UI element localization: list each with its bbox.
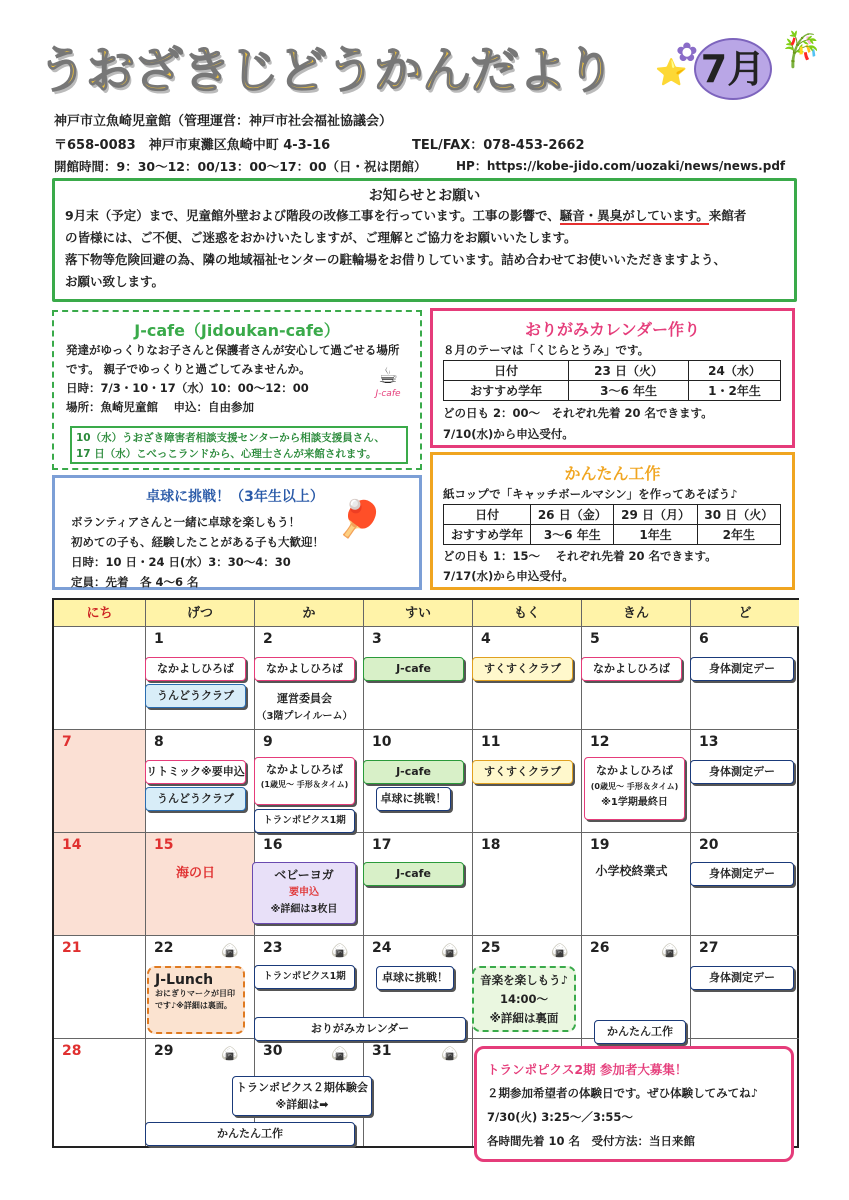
notice-line-2: の皆様には、ご不便、ご迷惑をおかけいたしますが、ご理解とご協力をお願いいたします。 xyxy=(65,230,577,245)
calendar-cell xyxy=(54,833,146,936)
event-text: 14:00～ xyxy=(499,992,549,1006)
jcafe-note-line: 10（水）うおざき障害者相談支援センターから相談支援員さん、 xyxy=(76,432,385,444)
origami-line: どの日も 2：00～ それぞれ先着 20 名できます。 xyxy=(443,406,713,420)
day-number: 5 xyxy=(590,631,600,647)
onigiri-icon: 🍙 xyxy=(441,1046,459,1062)
event-shintai[interactable]: 身体測定デー xyxy=(690,760,794,784)
day-number: 29 xyxy=(154,1043,174,1059)
coffee-cup-icon: ☕ J-cafe xyxy=(364,364,412,408)
event-text: ※詳細は➡ xyxy=(275,1098,329,1111)
day-header-tue: か xyxy=(255,600,364,627)
day-number: 31 xyxy=(372,1043,392,1059)
event-shintai[interactable]: 身体測定デー xyxy=(690,862,794,886)
jcafe-line: です。 親子でゆっくりと過ごしてみませんか。 xyxy=(66,362,311,376)
homepage-link[interactable]: HP：https://kobe-jido.com/uozaki/news/news.pdf xyxy=(456,159,786,173)
event-kantan[interactable]: かんたん工作 xyxy=(145,1122,355,1146)
jcafe-box xyxy=(52,310,422,470)
recruit-title: トランポピクス2期 参加者大募集！ xyxy=(487,1062,688,1077)
notice-line-3: 落下物等危険回避の為、隣の地域福祉センターの駐輪場をお借りしています。詰め合わせてお使いいただきますよう、 xyxy=(65,252,727,267)
calendar-cell xyxy=(54,627,146,730)
event-graduation: 小学校終業式 xyxy=(595,864,668,878)
table-cell: 日付 xyxy=(444,505,531,525)
takkyu-line: 定員：先着 各 4～6 名 xyxy=(71,575,199,589)
event-text: トランポピクス２期体験会 xyxy=(236,1081,368,1094)
takkyu-line: 初めての子も、経験したことがある子も大歓迎！ xyxy=(71,535,324,549)
calendar-cell xyxy=(54,936,146,1039)
day-header-wed: すい xyxy=(364,600,473,627)
event-takkyu[interactable]: 卓球に挑戦！ xyxy=(376,787,451,811)
event-text: (0歳児～ 手形＆タイム) xyxy=(590,782,679,791)
newsletter-title: うおざきじどうかんだより xyxy=(38,42,615,99)
table-cell: 24（水） xyxy=(688,361,780,381)
star-icon: ⭐ xyxy=(655,58,688,88)
day-header-thu: もく xyxy=(473,600,582,627)
recruit-line: 各時間先着 10 名 受付方法：当日来館 xyxy=(487,1134,696,1148)
notice-text: 来館者 xyxy=(708,208,747,223)
day-header-sun: にち xyxy=(54,600,146,627)
day-header-mon: げつ xyxy=(146,600,255,627)
table-cell: 3～6 年生 xyxy=(531,525,614,545)
notice-box xyxy=(52,178,797,302)
calendar-cell xyxy=(582,833,691,936)
event-jcafe[interactable]: J-cafe xyxy=(363,760,464,784)
event-takkyu[interactable]: 卓球に挑戦！ xyxy=(376,966,454,990)
onigiri-icon: 🍙 xyxy=(331,943,349,959)
event-undou-club[interactable]: うんどうクラブ xyxy=(145,684,246,708)
event-shintai[interactable]: 身体測定デー xyxy=(690,657,794,681)
takkyu-line: 日時：10 日・24 日(水）3：30～4：30 xyxy=(71,555,291,569)
event-tranpo[interactable]: トランポピクス1期 xyxy=(254,965,355,989)
day-number: 8 xyxy=(154,734,164,750)
day-number: 13 xyxy=(699,734,719,750)
event-text: です♪※詳細は裏面。 xyxy=(155,1001,232,1010)
day-number: 14 xyxy=(62,837,82,853)
day-number: 30 xyxy=(263,1043,283,1059)
kantan-box xyxy=(430,452,795,590)
event-nakayoshi[interactable]: なかよしひろば xyxy=(581,657,682,681)
jcafe-logo: J-cafe xyxy=(375,389,401,399)
table-cell: 1・2年生 xyxy=(688,381,780,401)
origami-theme: ８月のテーマは「くじらとうみ」です。 xyxy=(443,343,650,357)
day-number: 2 xyxy=(263,631,273,647)
event-text: ※詳細は3枚目 xyxy=(270,904,338,915)
event-rhythmic[interactable]: リトミック※要申込 xyxy=(145,760,246,784)
notice-line-4: お願い致します。 xyxy=(65,274,165,289)
day-number: 11 xyxy=(481,734,501,750)
day-number: 24 xyxy=(372,940,392,956)
day-number: 19 xyxy=(590,837,610,853)
event-sukusuku[interactable]: すくすくクラブ xyxy=(472,657,573,681)
event-text: 音楽を楽しもう♪ xyxy=(480,973,568,987)
kantan-line: 紙コップで「キャッチボールマシン」を作ってあそぼう♪ xyxy=(443,487,738,501)
event-text: 要申込 xyxy=(289,887,319,898)
address: 〒658-0083 神戸市東灘区魚崎中町 4-3-16 xyxy=(54,138,331,153)
event-text: 運営委員会 xyxy=(277,692,332,705)
event-text: J-Lunch xyxy=(155,972,214,988)
event-unei xyxy=(254,690,355,726)
day-number: 9 xyxy=(263,734,273,750)
event-origami-calendar[interactable]: おりがみカレンダー xyxy=(254,1017,466,1041)
day-number: 26 xyxy=(590,940,610,956)
day-number: 7 xyxy=(62,734,72,750)
event-nakayoshi[interactable] xyxy=(584,757,685,820)
calendar-cell xyxy=(54,730,146,833)
recruit-line: ２期参加希望者の体験日です。ぜひ体験してみてね♪ xyxy=(487,1086,758,1100)
org-name: 神戸市立魚崎児童館（管理運営：神戸市社会福祉協議会） xyxy=(54,114,393,129)
onigiri-icon: 🍙 xyxy=(551,943,569,959)
day-number: 28 xyxy=(62,1043,82,1059)
day-number: 16 xyxy=(263,837,283,853)
table-cell: 29 日（月） xyxy=(614,505,697,525)
takkyu-line: ボランティアさんと一緒に卓球を楽しもう！ xyxy=(71,515,301,529)
event-nakayoshi[interactable]: なかよしひろば xyxy=(254,657,355,681)
day-number: 6 xyxy=(699,631,709,647)
day-number: 21 xyxy=(62,940,82,956)
event-nakayoshi[interactable]: なかよしひろば xyxy=(145,657,246,681)
table-cell: おすすめ学年 xyxy=(444,525,531,545)
kantan-line: 7/17(水)から申込受付。 xyxy=(443,569,574,583)
origami-box xyxy=(430,308,795,448)
morning-glory-icon: ✿ xyxy=(676,38,698,68)
table-tennis-icon: 🏓 xyxy=(337,499,382,540)
onigiri-icon: 🍙 xyxy=(221,1046,239,1062)
onigiri-icon: 🍙 xyxy=(661,943,679,959)
day-number: 25 xyxy=(481,940,501,956)
event-text: ベビーヨガ xyxy=(274,868,334,882)
bamboo-icon: 🎋 xyxy=(780,30,823,70)
takkyu-body xyxy=(71,512,324,592)
jcafe-line: 日時：7/3・10・17（水）10：00～12：00 xyxy=(66,381,309,395)
origami-title: おりがみカレンダー作り xyxy=(525,320,700,339)
day-number: 3 xyxy=(372,631,382,647)
notice-text: 9月末（予定）まで、児童館外壁および階段の改修工事を行っています。工事の影響で、 xyxy=(65,208,560,223)
event-jcafe[interactable]: J-cafe xyxy=(363,657,464,681)
recruit-line: 7/30(火) 3:25～／3:55～ xyxy=(487,1110,633,1124)
calendar-cell xyxy=(146,833,255,936)
holiday-label: 海の日 xyxy=(175,866,215,881)
takkyu-title: 卓球に挑戦！（3年生以上） xyxy=(146,489,324,505)
table-cell: 2年生 xyxy=(697,525,780,545)
kantan-table xyxy=(443,504,781,545)
tel: TEL/FAX：078-453-2662 xyxy=(412,138,585,153)
month-badge: 7月 xyxy=(694,38,772,100)
notice-title: お知らせとお願い xyxy=(368,188,481,204)
table-cell: 26 日（金） xyxy=(531,505,614,525)
event-text: ※1学期最終日 xyxy=(601,797,668,808)
day-number: 20 xyxy=(699,837,719,853)
event-text: なかよしひろば xyxy=(266,763,343,776)
day-number: 18 xyxy=(481,837,501,853)
day-number: 10 xyxy=(372,734,392,750)
kantan-title: かんたん工作 xyxy=(564,464,661,483)
jcafe-line: 発達がゆっくりなお子さんと保護者さんが安心して過ごせる場所 xyxy=(66,343,400,357)
jcafe-title: J-cafe（Jidoukan-cafe） xyxy=(134,321,340,340)
day-number: 23 xyxy=(263,940,283,956)
day-number: 17 xyxy=(372,837,392,853)
onigiri-icon: 🍙 xyxy=(331,1046,349,1062)
origami-table xyxy=(443,360,781,401)
event-baby-yoga[interactable] xyxy=(252,862,356,924)
kantan-line: どの日も 1：15～ それぞれ先着 20 名できます。 xyxy=(443,549,717,563)
notice-body xyxy=(55,205,794,293)
event-text: なかよしひろば xyxy=(596,764,673,777)
event-tranpo-trial[interactable] xyxy=(232,1076,372,1116)
table-cell: おすすめ学年 xyxy=(444,381,569,401)
event-jlunch[interactable] xyxy=(147,966,245,1034)
day-header-sat: ど xyxy=(691,600,799,627)
table-cell: 日付 xyxy=(444,361,569,381)
event-music[interactable] xyxy=(472,966,576,1032)
table-cell: 3～6 年生 xyxy=(569,381,689,401)
day-number: 4 xyxy=(481,631,491,647)
day-header-fri: きん xyxy=(582,600,691,627)
origami-line: 7/10(水)から申込受付。 xyxy=(443,427,574,441)
table-cell: 1年生 xyxy=(614,525,697,545)
recruit-box xyxy=(474,1046,794,1162)
jcafe-note-line: 17 日（水）こべっこランドから、心理士さんが来館されます。 xyxy=(76,448,377,460)
onigiri-icon: 🍙 xyxy=(221,943,239,959)
day-number: 12 xyxy=(590,734,610,750)
event-sukusuku[interactable]: すくすくクラブ xyxy=(472,760,573,784)
takkyu-box xyxy=(52,475,422,590)
onigiri-icon: 🍙 xyxy=(441,943,459,959)
event-text: ※詳細は裏面 xyxy=(489,1011,559,1025)
day-number: 15 xyxy=(154,837,174,853)
event-kantan[interactable]: かんたん工作 xyxy=(594,1020,686,1044)
event-nakayoshi[interactable] xyxy=(254,757,355,805)
notice-highlight: 騒音・異臭がしています。 xyxy=(559,208,709,223)
jcafe-note xyxy=(70,426,408,464)
opening-hours: 開館時間：9：30～12：00/13：00～17：00（日・祝は閉館） xyxy=(54,159,427,174)
calendar-cell xyxy=(54,1039,146,1146)
jcafe-line: 場所：魚崎児童館 申込：自由参加 xyxy=(66,400,255,414)
event-text: (1歳児～ 手形＆タイム) xyxy=(260,780,349,789)
event-text: （3階プレイルーム） xyxy=(256,711,353,722)
notice-line-1 xyxy=(65,205,794,227)
event-shintai[interactable]: 身体測定デー xyxy=(690,966,794,990)
event-text: おにぎりマークが目印 xyxy=(155,989,235,998)
day-number: 27 xyxy=(699,940,719,956)
day-number: 22 xyxy=(154,940,174,956)
calendar-cell xyxy=(473,833,582,936)
event-undou-club[interactable]: うんどうクラブ xyxy=(145,787,246,811)
table-cell: 30 日（火） xyxy=(697,505,780,525)
event-tranpo[interactable]: トランポピクス1期 xyxy=(254,809,355,833)
table-cell: 23 日（火） xyxy=(569,361,689,381)
event-jcafe[interactable]: J-cafe xyxy=(363,862,464,886)
day-number: 1 xyxy=(154,631,164,647)
